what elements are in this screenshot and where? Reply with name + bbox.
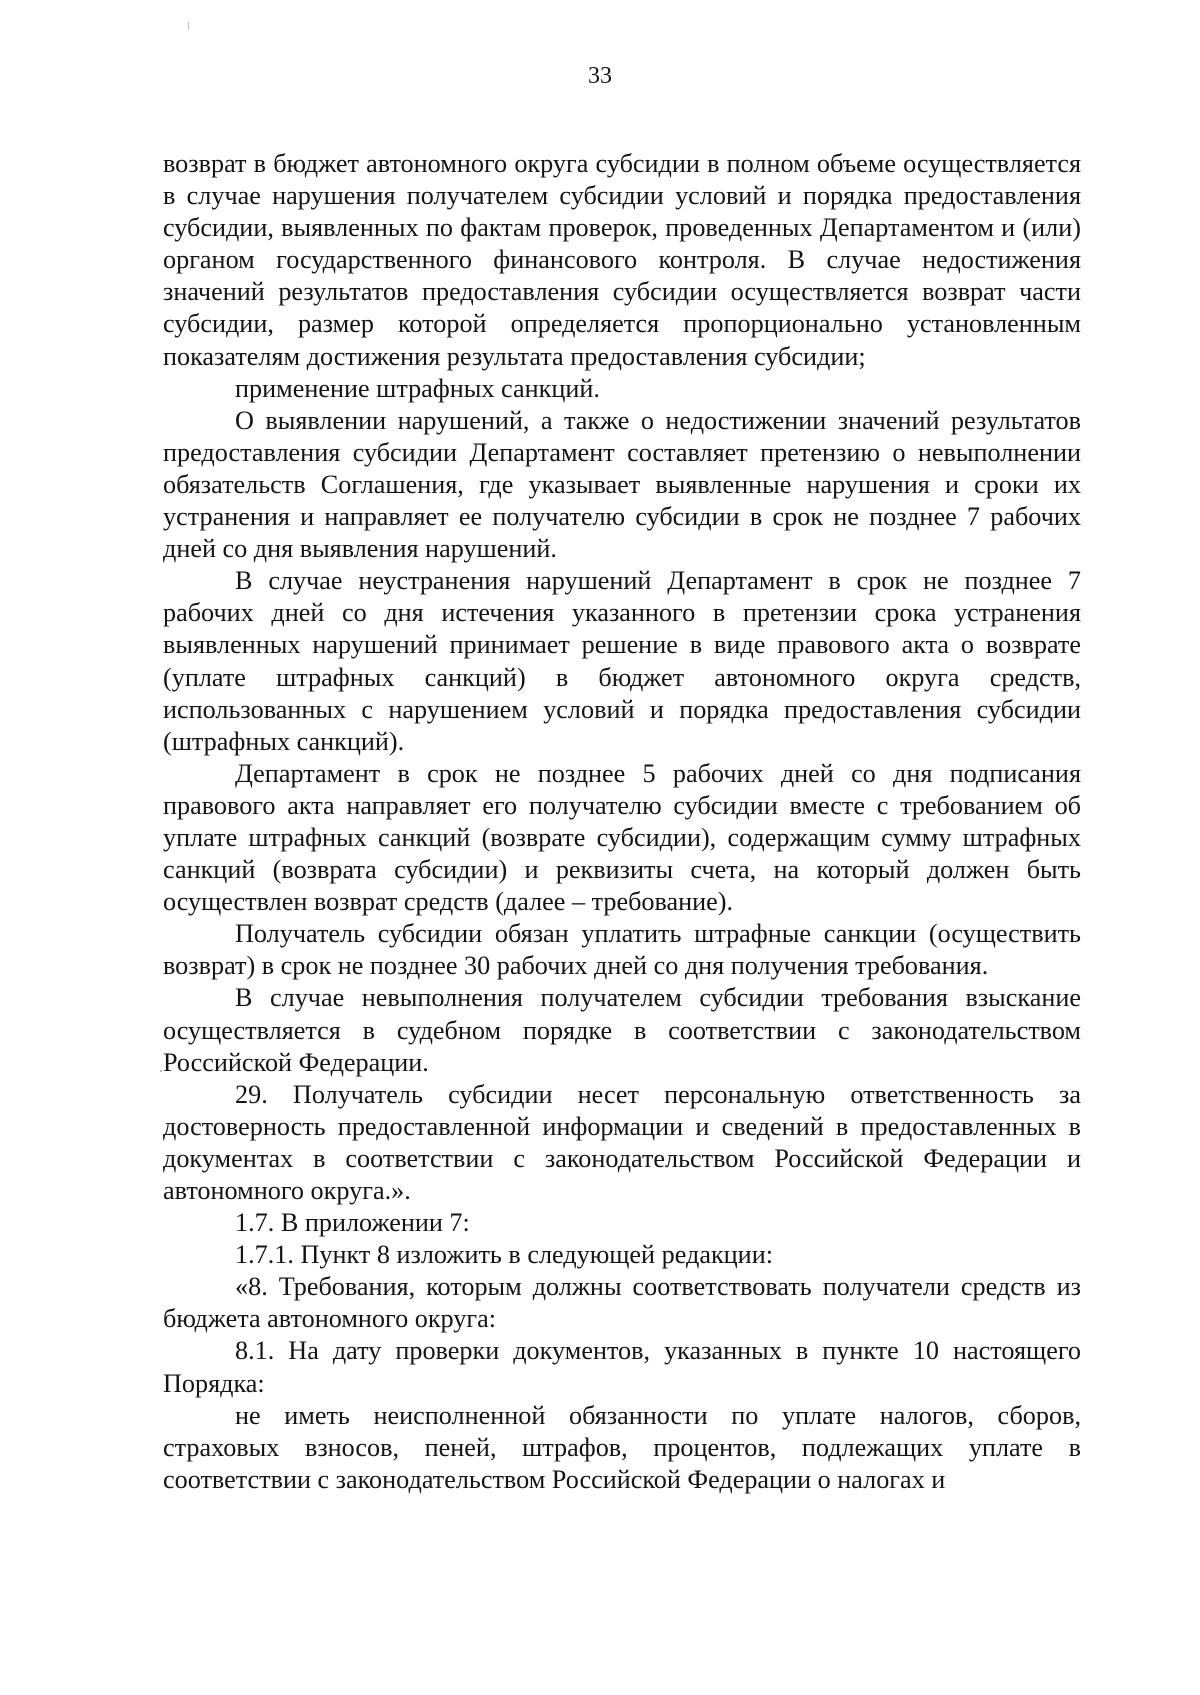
paragraph: 29. Получатель субсидии несет персональную ответственность за достоверность предоставленной информации и сведений в предоставленных в документах в соответствии с законодательством Российской Федерации и автономного округа.».: [163, 1079, 1081, 1205]
document-body: [163, 148, 1081, 1496]
paragraph: «8. Требования, которым должны соответствовать получатели средств из бюджета автономного округа:: [163, 1272, 1081, 1334]
paragraph: В случае неустранения нарушений Департамент в срок не позднее 7 рабочих дней со дня истечения указанного в претензии срока устранения выявленных нарушений принимает решение в виде правового акта о возврате (уплате штрафных санкций) в бюджет автономного округа средств, использованных с нарушением условий и порядка предоставления субсидии (штрафных санкций).: [163, 566, 1081, 756]
paragraph: применение штрафных санкций.: [235, 373, 600, 403]
paragraph: Департамент в срок не позднее 5 рабочих дней со дня подписания правового акта направляет его получателю субсидии вместе с требованием об уплате штрафных санкций (возврате субсидии), содержащим сумму штрафных санкций (возврата субсидии) и реквизиты счета, на который должен быть осуществлен возврат средств (далее – требование).: [163, 758, 1081, 917]
paragraph: В случае невыполнения получателем субсидии требования взыскание осуществляется в судебном порядке в соответствии с законодательством Российской Федерации.: [163, 983, 1081, 1077]
paragraph: не иметь неисполненной обязанности по уплате налогов, сборов, страховых взносов, пеней, штрафов, процентов, подлежащих уплате в соответствии с законодательством Российской Федерации о налогах и: [163, 1400, 1081, 1494]
page-number: 33: [588, 63, 612, 89]
paragraph: О выявлении нарушений, а также о недостижении значений результатов предоставления субсидии Департамент составляет претензию о невыполнении обязательств Соглашения, где указывает выявленные нарушения и сроки их устранения и направляет ее получателю субсидии в срок не позднее 7 рабочих дней со дня выявления нарушений.: [163, 405, 1081, 564]
paragraph: 1.7.1. Пункт 8 изложить в следующей редакции:: [235, 1240, 773, 1270]
paragraph: Получатель субсидии обязан уплатить штрафные санкции (осуществить возврат) в срок не позднее 30 рабочих дней со дня получения требования.: [163, 919, 1081, 981]
paragraph: возврат в бюджет автономного округа субсидии в полном объеме осуществляется в случае нарушения получателем субсидии условий и порядка предоставления субсидии, выявленных по фактам проверок, проведенных Департаментом и (или) органом государственного финансового контроля. В случае недостижения значений результатов предоставления субсидии осуществляется возврат части субсидии, размер которой определяется пропорционально установленным показателям достижения результата предоставления субсидии;: [163, 149, 1081, 371]
paragraph: 8.1. На дату проверки документов, указанных в пункте 10 настоящего Порядка:: [163, 1336, 1081, 1398]
paragraph: 1.7. В приложении 7:: [235, 1208, 470, 1238]
scan-artifact-mark: [188, 22, 189, 30]
scan-artifact-mark: [160, 1070, 162, 1072]
